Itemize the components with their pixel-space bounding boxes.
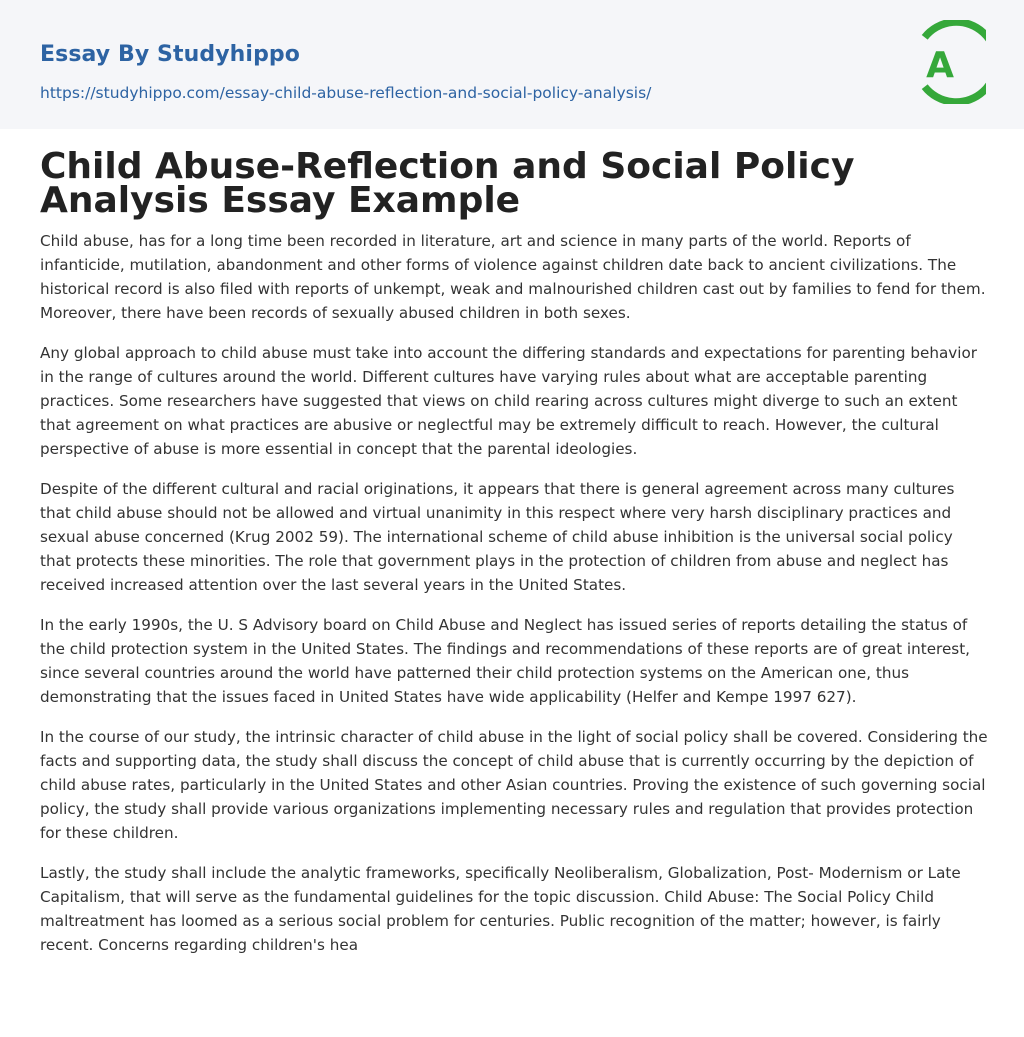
logo-letter: A [926,45,954,86]
essay-body [40,229,988,973]
essay-paragraph: Lastly, the study shall include the analytic frameworks, specifically Neoliberalism, Globalization, Post- Modernism or Late Capitalism, that will serve as the fundamental guidelines for the topic discussion. Child Abuse: The Social Policy Child maltreatment has loomed as a serious social problem for centuries. Public recognition of the matter; however, is fairly recent. Concerns regarding children's hea [40,864,961,954]
essay-url-link[interactable]: https://studyhippo.com/essay-child-abuse-reflection-and-social-policy-analysis/ [40,84,652,102]
essay-paragraph: In the early 1990s, the U. S Advisory board on Child Abuse and Neglect has issued series of reports detailing the status of the child protection system in the United States. The findings and recommendations of these reports are of great interest, since several countries around the world have patterned their child protection systems on the American one, thus demonstrating that the issues faced in United States have wide applicability (Helfer and Kempe 1997 627). [40,616,971,706]
page-header [0,0,1024,129]
essay-paragraph: Child abuse, has for a long time been recorded in literature, art and science in many parts of the world. Reports of infanticide, mutilation, abandonment and other forms of violence against children date back to ancient civilizations. The historical record is also filed with reports of unkempt, weak and malnourished children cast out by families to fend for them. Moreover, there have been records of sexually abused children in both sexes. [40,232,986,322]
essay-paragraph: Despite of the different cultural and racial originations, it appears that there is general agreement across many cultures that child abuse should not be allowed and virtual unanimity in this respect where very harsh disciplinary practices and sexual abuse concerned (Krug 2002 59). The international scheme of child abuse inhibition is the universal social policy that protects these minorities. The role that government plays in the protection of children from abuse and neglect has received increased attention over the last several years in the United States. [40,480,955,594]
essay-paragraph: In the course of our study, the intrinsic character of child abuse in the light of social policy shall be covered. Considering the facts and supporting data, the study shall discuss the concept of child abuse that is currently occurring by the depiction of child abuse rates, particularly in the United States and other Asian countries. Proving the existence of such governing social policy, the study shall provide various organizations implementing necessary rules and regulation that provides protection for these children. [40,728,988,842]
essay-title: Child Abuse-Reflection and Social Policy Analysis Essay Example [40,146,855,221]
studyhippo-a-logo-icon[interactable] [912,20,986,104]
brand-title[interactable]: Essay By Studyhippo [40,42,300,67]
essay-paragraph: Any global approach to child abuse must take into account the differing standards and expectations for parenting behavior in the range of cultures around the world. Different cultures have varying rules about what are acceptable parenting practices. Some researchers have suggested that views on child rearing across cultures might diverge to such an extent that agreement on what practices are abusive or neglectful may be extremely difficult to reach. However, the cultural perspective of abuse is more essential in concept that the parental ideologies. [40,344,977,458]
